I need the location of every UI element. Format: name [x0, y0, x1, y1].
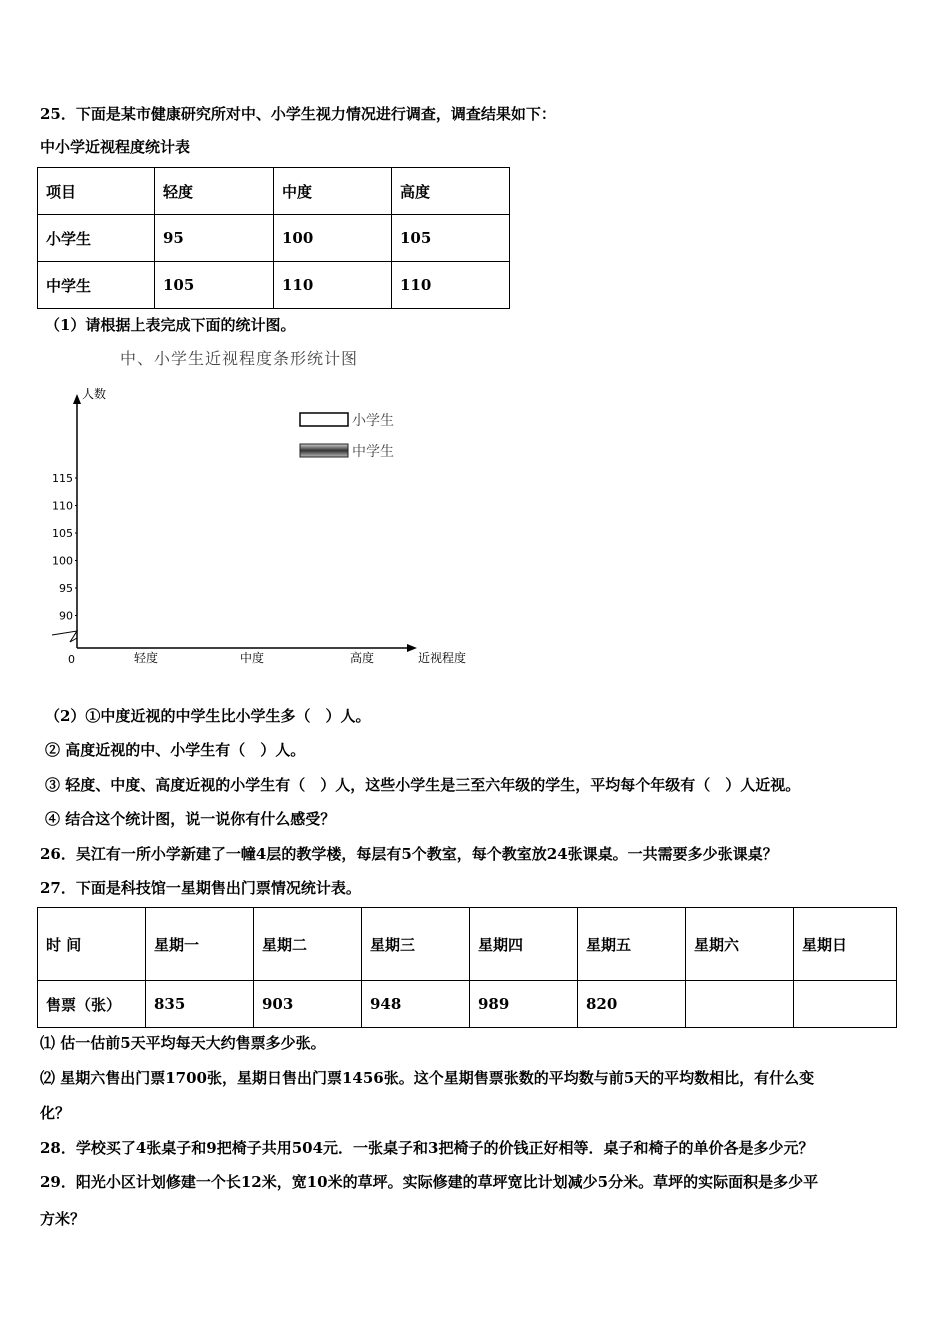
legend-swatch-secondary	[300, 444, 348, 457]
y-tick-label: 90	[59, 609, 73, 623]
table-row	[38, 262, 510, 309]
header-cell: 星期四	[470, 908, 578, 981]
q25-intro: 25．下面是某市健康研究所对中、小学生视力情况进行调查，调查结果如下：	[40, 105, 556, 123]
table-header-row	[38, 168, 510, 215]
table-cell: 110	[274, 262, 392, 309]
table-cell: 989	[470, 981, 578, 1028]
header-cell: 星期日	[794, 908, 897, 981]
q25-part2-2: ② 高度近视的中、小学生有（ ）人。	[45, 741, 306, 759]
x-category-label: 中度	[239, 651, 265, 665]
q25-part2-3: ③ 轻度、中度、高度近视的小学生有（ ）人，这些小学生是三至六年级的学生，平均每个年级有（ ）人近视。	[45, 776, 801, 794]
q26-text: 26．吴江有一所小学新建了一幢4层的教学楼，每层有5个教室，每个教室放24张课桌。一共需要多少张课桌？	[40, 845, 778, 863]
header-cell: 星期一	[146, 908, 254, 981]
table-cell: 105	[392, 215, 510, 262]
header-cell: 星期二	[254, 908, 362, 981]
table-cell: 小学生	[38, 215, 155, 262]
y-tick-label: 115	[52, 472, 73, 485]
table-cell: 中学生	[38, 262, 155, 309]
table-cell	[794, 981, 897, 1028]
q25-part1: （1）请根据上表完成下面的统计图。	[45, 316, 296, 334]
table-cell: 820	[578, 981, 686, 1028]
myopia-table	[37, 167, 510, 309]
x-axis-arrow	[407, 644, 417, 652]
header-cell: 项目	[38, 168, 155, 215]
q25-part2-4: ④ 结合这个统计图，说一说你有什么感受？	[45, 810, 336, 828]
table-cell: 903	[254, 981, 362, 1028]
table-cell	[686, 981, 794, 1028]
q28-text: 28．学校买了4张桌子和9把椅子共用504元．一张桌子和3把椅子的价钱正好相等．桌子和椅子的单价各是多少元？	[40, 1139, 814, 1157]
table-row	[38, 215, 510, 262]
x-category-label: 轻度	[133, 651, 159, 665]
origin-label: 0	[68, 653, 75, 666]
header-cell: 星期三	[362, 908, 470, 981]
y-tick-label: 95	[59, 582, 73, 595]
header-cell: 轻度	[155, 168, 274, 215]
q25-table-title: 中小学近视程度统计表	[40, 138, 191, 156]
ticket-table	[37, 907, 897, 1028]
table-cell: 835	[146, 981, 254, 1028]
x-axis-label: 近视程度	[418, 651, 467, 665]
q29-line2: 方米？	[40, 1210, 86, 1228]
y-tick-label: 100	[52, 554, 73, 568]
table-cell: 948	[362, 981, 470, 1028]
table-header-row	[38, 908, 897, 981]
header-cell: 高度	[392, 168, 510, 215]
table-cell: 110	[392, 262, 510, 309]
q29-line1: 29．阳光小区计划修建一个长12米，宽10米的草坪。实际修建的草坪宽比计划减少5分米。草坪的实际面积是多少平	[40, 1173, 819, 1191]
header-cell: 时 间	[38, 908, 146, 981]
y-axis-arrow	[73, 394, 81, 404]
table-cell: 95	[155, 215, 274, 262]
chart-title: 中、小学生近视程度条形统计图	[120, 349, 359, 368]
header-cell: 中度	[274, 168, 392, 215]
legend-label-secondary: 中学生	[352, 444, 394, 460]
q27-part1: ⑴ 估一估前5天平均每天大约售票多少张。	[40, 1034, 326, 1052]
table-row	[38, 981, 897, 1028]
header-cell: 星期六	[686, 908, 794, 981]
table-cell: 售票（张）	[38, 981, 146, 1028]
q27-part2-line2: 化？	[40, 1104, 71, 1122]
q25-part2-1: （2）①中度近视的中学生比小学生多（ ）人。	[45, 707, 371, 725]
x-category-label: 高度	[349, 651, 375, 665]
y-tick-label: 110	[52, 499, 73, 513]
legend-label-primary: 小学生	[352, 413, 394, 429]
y-axis-label: 人数	[82, 387, 107, 401]
legend-swatch-primary	[300, 413, 348, 426]
axis-break-mark	[52, 631, 77, 642]
table-cell: 105	[155, 262, 274, 309]
q27-part2-line1: ⑵ 星期六售出门票1700张，星期日售出门票1456张。这个星期售票张数的平均数与前5天的平均数相比，有什么变	[40, 1069, 815, 1087]
y-tick-label: 105	[52, 527, 73, 540]
bar-chart	[40, 380, 480, 680]
q27-intro: 27．下面是科技馆一星期售出门票情况统计表。	[40, 879, 361, 897]
table-cell: 100	[274, 215, 392, 262]
header-cell: 星期五	[578, 908, 686, 981]
